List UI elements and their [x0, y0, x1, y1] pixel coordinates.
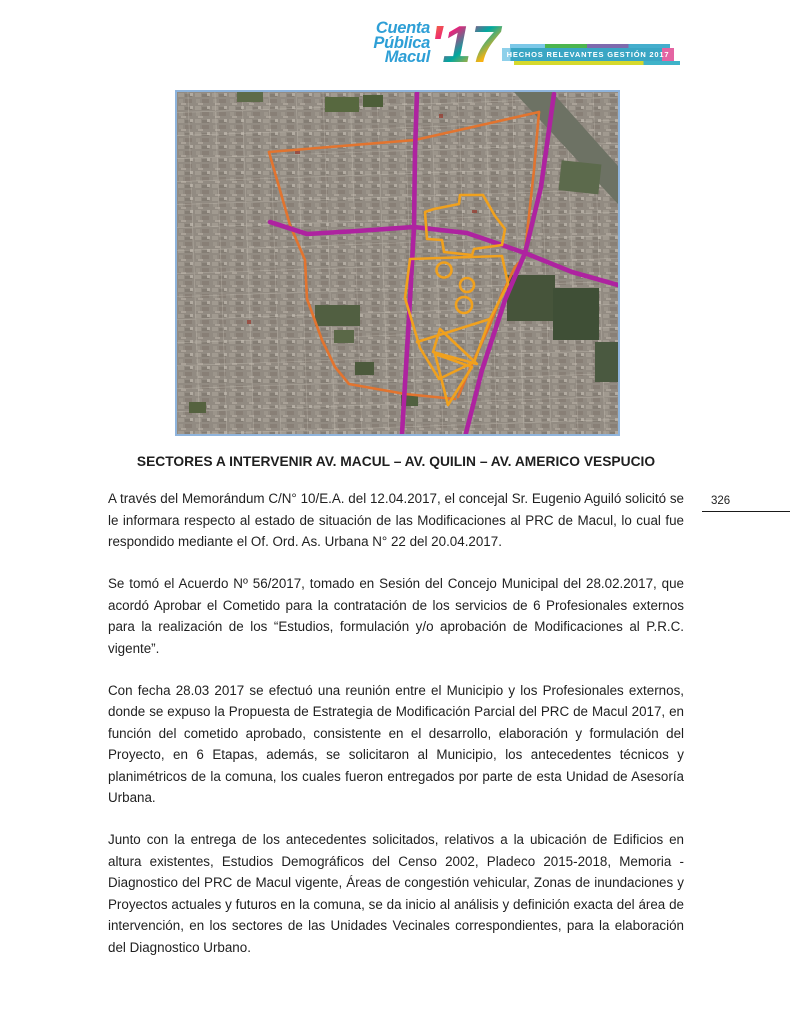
banner-text: HECHOS RELEVANTES GESTIÓN 2017: [506, 50, 670, 59]
banner-bottom-stripe: [514, 61, 680, 65]
section-heading: SECTORES A INTERVENIR AV. MACUL – AV. QUILIN – AV. AMERICO VESPUCIO: [136, 454, 656, 469]
satellite-map-image: [177, 92, 618, 434]
page-number-value: 326: [711, 495, 731, 507]
logo-word-macul: Macul: [384, 48, 430, 66]
logo-word-publica: Pública: [373, 33, 430, 52]
logo-year-text: '17: [430, 16, 501, 73]
paragraph-memorandum: A través del Memorándum C/N° 10/E.A. del 12.04.2017, el concejal Sr. Eugenio Aguiló solicitó se le informara respecto al estado de situación de las Modificaciones al PRC de Macul, lo cual fue respondido mediante el Of. Ord. As. Urbana N° 22 del 20.04.2017.: [108, 491, 684, 549]
logo-word-cuenta: Cuenta: [375, 19, 430, 37]
satellite-map: [175, 90, 620, 436]
logo-wordmark: [0, 21, 430, 65]
paragraph-reunion: Con fecha 28.03 2017 se efectuó una reunión entre el Municipio y los Profesionales externos, donde se expuso la Propuesta de Estrategia de Modificación Parcial del PRC de Macul 2017, en función del cometido aprobado, consistente en el desarrollo, elaboración y formulación del Proyecto, en 6 Etapas, además, se solicitaron al Municipio, los antecedentes técnicos y planimétricos de la comuna, los cuales fueron entregados por parte de esta Unidad de Asesoría Urbana.: [108, 682, 684, 805]
logo-year-17: [429, 13, 505, 73]
paragraph-acuerdo: Se tomó el Acuerdo Nº 56/2017, tomado en Sesión del Concejo Municipal del 28.02.2017, que acordó Aprobar el Cometido para la contratación de los servicios de 6 Profesionales externos para la realización de los “Estudios, formulación y/o aprobación de Modificaciones al P.R.C. vigente”.: [108, 576, 684, 656]
header-banner: [502, 44, 674, 65]
page-number-rule: [702, 511, 790, 512]
paragraph-antecedentes: Junto con la entrega de los antecedentes solicitados, relativos a la ubicación de Edificios en altura existentes, Estudios Demográficos del Censo 2002, Pladeco 2015-2018, Memoria - Diagnostico del PRC de Macul vigente, Áreas de congestión vehicular, Zonas de inundaciones y Proyectos actuales y futuros en la comuna, se da inicio al análisis y definición exacta del área de intervención, en los sectores de las Unidades Vecinales correspondientes, para la elaboración del Diagnostico Urbano.: [108, 832, 684, 955]
document-body: [108, 454, 684, 979]
page-number: [702, 495, 790, 512]
banner-band: [502, 48, 674, 61]
